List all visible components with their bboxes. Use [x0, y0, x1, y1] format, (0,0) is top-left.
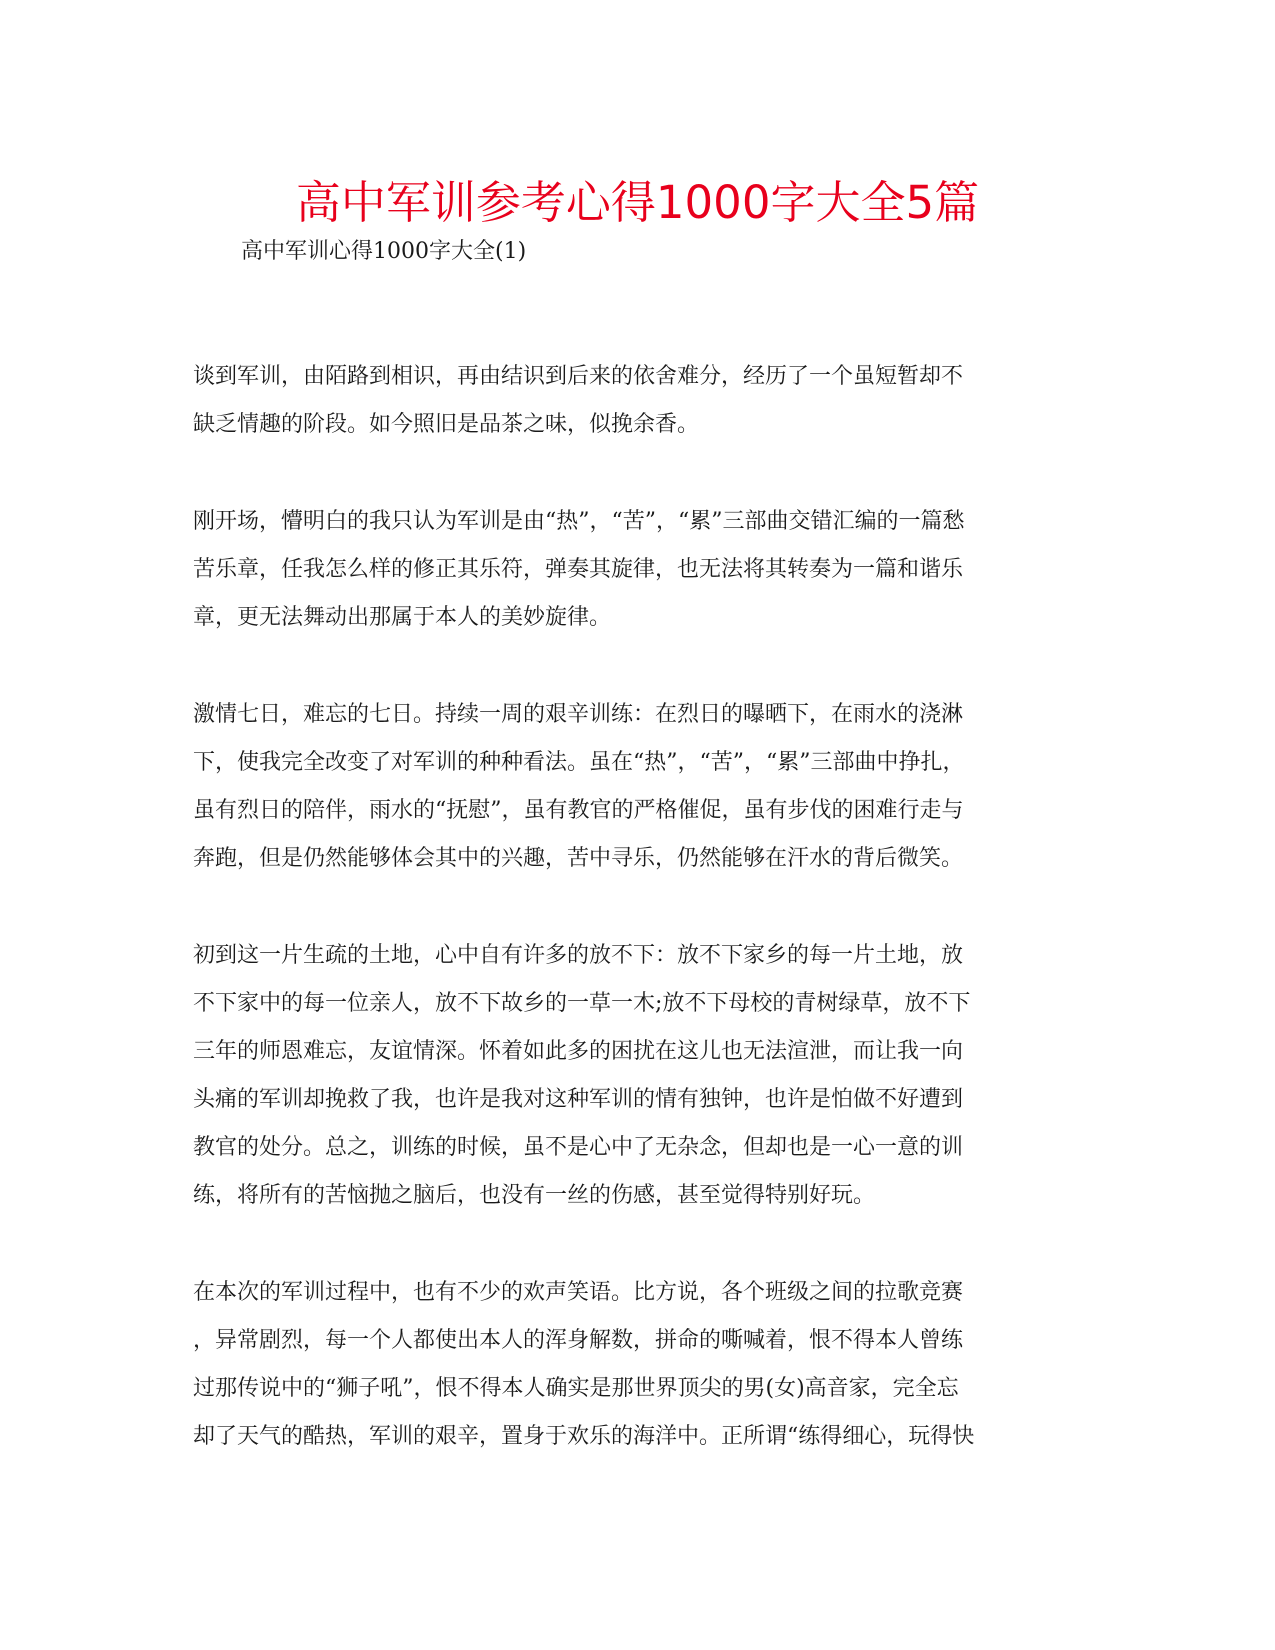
- text-line: 练，将所有的苦恼抛之脑后，也没有一丝的伤感，甚至觉得特别好玩。: [193, 1183, 876, 1208]
- paragraph-3: [193, 691, 1073, 883]
- text-line: 在本次的军训过程中，也有不少的欢声笑语。比方说，各个班级之间的拉歌竞赛: [193, 1280, 964, 1305]
- text-line: 却了天气的酷热，军训的艰辛，置身于欢乐的海洋中。正所谓“练得细心，玩得快: [193, 1424, 975, 1449]
- text-line: 苦乐章，任我怎么样的修正其乐符，弹奏其旋律，也无法将其转奏为一篇和谐乐: [193, 557, 964, 582]
- text-line: 三年的师恩难忘，友谊情深。怀着如此多的困扰在这儿也无法渲泄，而让我一向: [193, 1039, 964, 1064]
- paragraph-4: [193, 932, 1073, 1220]
- text-line: 不下家中的每一位亲人，放不下故乡的一草一木;放不下母校的青树绿草，放不下: [193, 991, 971, 1016]
- paragraph-1: [193, 353, 1073, 449]
- text-line: ，异常剧烈，每一个人都使出本人的浑身解数，拼命的嘶喊着，恨不得本人曾练: [193, 1328, 964, 1353]
- text-line: 下，使我完全改变了对军训的种种看法。虽在“热”，“苦”，“累”三部曲中挣扎，: [193, 750, 965, 775]
- text-line: 缺乏情趣的阶段。如今照旧是品茶之味，似挽余香。: [193, 412, 700, 437]
- text-line: 初到这一片生疏的土地，心中自有许多的放不下：放不下家乡的每一片土地，放: [193, 943, 964, 968]
- document-title: 高中军训参考心得1000字大全5篇: [295, 176, 980, 229]
- document-subtitle: 高中军训心得1000字大全(1): [241, 239, 527, 264]
- text-line: 奔跑，但是仍然能够体会其中的兴趣，苦中寻乐，仍然能够在汗水的背后微笑。: [193, 846, 964, 871]
- text-line: 刚开场，懵明白的我只认为军训是由“热”，“苦”，“累”三部曲交错汇编的一篇愁: [193, 509, 965, 534]
- text-line: 章，更无法舞动出那属于本人的美妙旋律。: [193, 605, 612, 630]
- text-line: 激情七日，难忘的七日。持续一周的艰辛训练：在烈日的曝晒下，在雨水的浇淋: [193, 702, 964, 727]
- text-line: 教官的处分。总之，训练的时候，虽不是心中了无杂念，但却也是一心一意的训: [193, 1135, 964, 1160]
- text-line: 过那传说中的“狮子吼”，恨不得本人确实是那世界顶尖的男(女)高音家，完全忘: [193, 1376, 959, 1401]
- text-line: 谈到军训，由陌路到相识，再由结识到后来的依舍难分，经历了一个虽短暂却不: [193, 364, 964, 389]
- text-line: 头痛的军训却挽救了我，也许是我对这种军训的情有独钟，也许是怕做不好遭到: [193, 1087, 964, 1112]
- paragraph-5: [193, 1269, 1073, 1461]
- paragraph-2: [193, 498, 1073, 642]
- document-body: [193, 353, 1073, 1510]
- text-line: 虽有烈日的陪伴，雨水的“抚慰”，虽有教官的严格催促，虽有步伐的困难行走与: [193, 798, 964, 823]
